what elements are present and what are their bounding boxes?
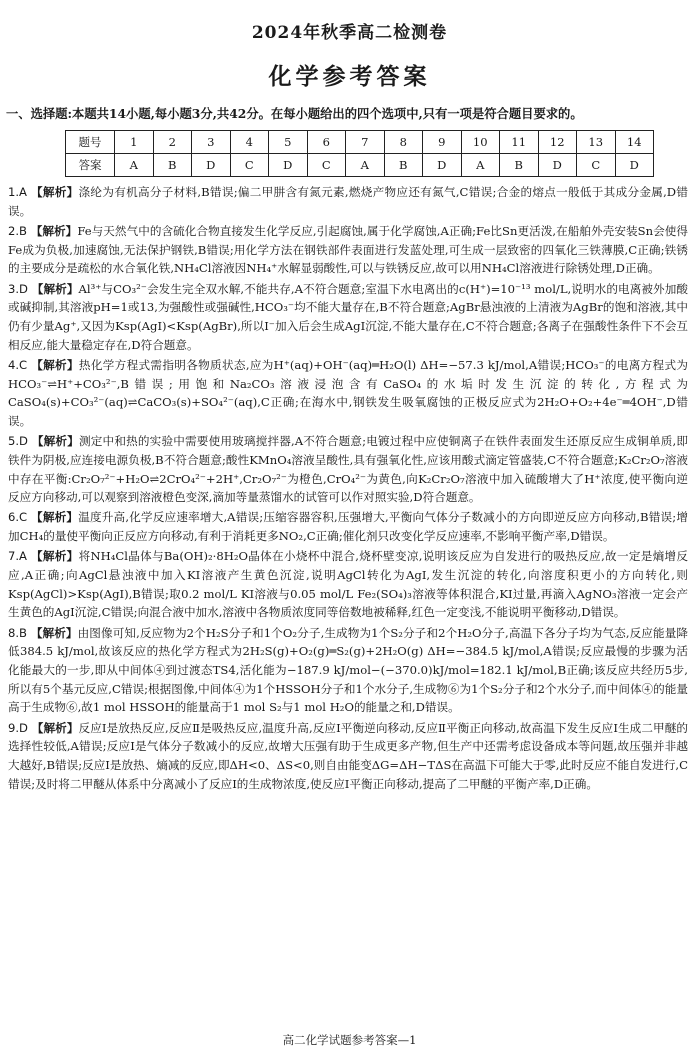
number-cell: 9 bbox=[423, 131, 462, 154]
document-title: 化学参考答案 bbox=[268, 63, 431, 90]
number-cell: 3 bbox=[192, 131, 231, 154]
answer-table-answer-row bbox=[66, 154, 654, 177]
answer-cell: A bbox=[115, 154, 154, 177]
analysis-tag: 【解析】 bbox=[30, 549, 79, 564]
analysis-tag: 【解析】 bbox=[30, 185, 79, 199]
answer-cell: D bbox=[538, 154, 577, 177]
question-number: 9.D bbox=[8, 720, 28, 735]
answer-cell: D bbox=[269, 154, 308, 177]
answer-cell: B bbox=[500, 154, 539, 177]
answer-table-number-row bbox=[66, 131, 654, 154]
number-cell: 5 bbox=[269, 131, 308, 154]
number-cell: 11 bbox=[500, 131, 539, 154]
question-explanation-2 bbox=[8, 222, 688, 278]
question-explanation-4 bbox=[8, 356, 688, 431]
question-number: 4.C bbox=[8, 357, 28, 372]
question-explanation-7 bbox=[8, 547, 688, 622]
analysis-tag: 【解析】 bbox=[31, 510, 79, 525]
explanation-text: 涤纶为有机高分子材料,B错误;偏二甲肼含有氮元素,燃烧产物应还有氮气,C错误;合金的熔点一般低于其成分金属,D错误。 bbox=[8, 185, 688, 218]
number-cell: 4 bbox=[230, 131, 269, 154]
explanation-text: 反应Ⅰ是放热反应,反应Ⅱ是吸热反应,温度升高,反应Ⅰ平衡逆向移动,反应Ⅱ平衡正向移动,故高温下发生反应Ⅰ生成二甲醚的选择性较低,A错误;反应Ⅰ是气体分子数减小的反应,故增大压强有助于生成更多产物,但生产中还需考虑设备成本等问题,故压强并非越大越好,B错误;反应Ⅰ是放热、熵减的反应,即ΔH<0、ΔS<0,则自由能变ΔG=ΔH−TΔS在高温下可能大于零,此时反应不能自发进行,C错误;及时将二甲醚从体系中分离减小了反应Ⅰ的生成物浓度,使反应Ⅰ平衡正向移动,提高了二甲醚的平衡产率,D正确。 bbox=[8, 720, 688, 791]
row-label-answer: 答案 bbox=[66, 154, 115, 177]
explanation-text: 由图像可知,反应物为2个H₂S分子和1个O₂分子,生成物为1个S₂分子和2个H₂O分子,高温下各分子均为气态,反应能量降低384.5 kJ/mol,故该反应的热化学方程式为2H₂S(g)+O₂(g)═S₂(g)+2H₂O(g) ΔH=−384.5 kJ/mol,A错误;反应最慢的步骤为活化能最大的一步,即从中间体④到过渡态TS4,活化能为−187.9 kJ/mol−(−370.0)kJ/mol=182.1 kJ/mol,B正确;该反应共经历5步,所以有5个基元反应,C错误;根据图像,中间体④为1个HSSOH分子和1个水分子,生成物⑥为1个S₂分子和2个水分子,而中间体④的能量高于生成物⑥,故1 mol HSSOH的能量高于1 mol S₂与1 mol H₂O的能量之和,D错误。 bbox=[8, 625, 688, 715]
explanations bbox=[8, 183, 688, 795]
analysis-tag: 【解析】 bbox=[31, 357, 79, 372]
answer-cell: D bbox=[192, 154, 231, 177]
answer-cell: D bbox=[423, 154, 462, 177]
explanation-text: 将NH₄Cl晶体与Ba(OH)₂·8H₂O晶体在小烧杯中混合,烧杯壁变凉,说明该反应为自发进行的吸热反应,故一定是熵增反应,A正确;向AgCl悬浊液中加入KI溶液产生黄色沉淀,说明AgCl转化为AgI,发生沉淀的转化,向溶度积更小的方向转化,则Ksp(AgCl)>Ksp(AgI),B错误;取0.2 mol/L KI溶液与0.05 mol/L Fe₂(SO₄)₃溶液等体积混合,KI过量,再滴入AgNO₃溶液一定会产生黄色的AgI沉淀,C错误;向混合液中加水,溶液中各物质浓度同等倍数地被稀释,红色一定变浅,不能说明平衡移动,D错误。 bbox=[8, 549, 688, 620]
analysis-tag: 【解析】 bbox=[31, 281, 79, 296]
question-number: 7.A bbox=[8, 549, 27, 564]
question-explanation-3 bbox=[8, 280, 688, 355]
question-number: 5.D bbox=[8, 434, 28, 449]
question-explanation-9 bbox=[8, 719, 688, 794]
explanation-text: 温度升高,化学反应速率增大,A错误;压缩容器容积,压强增大,平衡向气体分子数减小的方向即逆反应方向移动,B错误;增加CH₄的量使平衡向正反应方向移动,有利于消耗更多NO₂,C正确;催化剂只改变化学反应速率,不影响平衡产率,D错误。 bbox=[8, 510, 688, 544]
answer-cell: C bbox=[577, 154, 616, 177]
page-footer: 高二化学试题参考答案—1 bbox=[282, 1033, 417, 1047]
question-explanation-8 bbox=[8, 624, 688, 718]
number-cell: 8 bbox=[384, 131, 423, 154]
explanation-text: Al³⁺与CO₃²⁻会发生完全双水解,不能共存,A不符合题意;室温下水电离出的c(H⁺)=10⁻¹³ mol/L,说明水的电离被外加酸或碱抑制,其溶液pH=1或13,为强酸性或强碱性,HCO₃⁻均不能大量存在,B不符合题意;AgBr悬浊液的上清液为AgBr的饱和溶液,其中仍有少量Ag⁺,又因为Ksp(AgI)<Ksp(AgBr),所以I⁻加入后会生成AgI沉淀,不能大量存在,C不符合题意;各离子在强酸性条件下不会互相反应,能大量稳定存在,D符合题意。 bbox=[8, 281, 688, 352]
answer-cell: D bbox=[615, 154, 654, 177]
analysis-tag: 【解析】 bbox=[30, 625, 78, 640]
answer-cell: A bbox=[346, 154, 385, 177]
answer-cell: B bbox=[153, 154, 192, 177]
question-number: 6.C bbox=[8, 510, 28, 525]
question-explanation-6 bbox=[8, 508, 688, 545]
question-number: 2.B bbox=[8, 223, 28, 238]
analysis-tag: 【解析】 bbox=[30, 223, 78, 238]
number-cell: 14 bbox=[615, 131, 654, 154]
question-number: 3.D bbox=[8, 281, 28, 296]
number-cell: 10 bbox=[461, 131, 500, 154]
question-explanation-5 bbox=[8, 432, 688, 507]
number-cell: 6 bbox=[307, 131, 346, 154]
number-cell: 13 bbox=[577, 131, 616, 154]
answer-table bbox=[65, 130, 654, 177]
answer-cell: C bbox=[307, 154, 346, 177]
question-number: 8.B bbox=[8, 625, 28, 640]
explanation-text: 热化学方程式需指明各物质状态,应为H⁺(aq)+OH⁻(aq)═H₂O(l) ΔH=−57.3 kJ/mol,A错误;HCO₃⁻的电离方程式为HCO₃⁻⇌H⁺+CO₃²⁻,B错误;用饱和Na₂CO₃溶液浸泡含有CaSO₄的水垢时发生沉淀的转化,方程式为CaSO₄(s)+CO₃²⁻(aq)⇌CaCO₃(s)+SO₄²⁻(aq),C正确;在海水中,钢铁发生吸氧腐蚀的正极反应式为2H₂O+O₂+4e⁻═4OH⁻,D错误。 bbox=[8, 357, 688, 428]
number-cell: 12 bbox=[538, 131, 577, 154]
explanation-text: 测定中和热的实验中需要使用玻璃搅拌器,A不符合题意;电镀过程中应使铜离子在铁件表面发生还原反应生成铜单质,即铁件为阴极,应连接电源负极,B不符合题意;酸性KMnO₄溶液呈酸性,具有强氧化性,应该用酸式滴定管盛装,C不符合题意;K₂Cr₂O₇溶液中存在平衡:Cr₂O₇²⁻+H₂O⇌2CrO₄²⁻+2H⁺,Cr₂O₇²⁻为橙色,CrO₄²⁻为黄色,向K₂Cr₂O₇溶液中加入硫酸增大了H⁺浓度,使平衡向逆反应方向移动,可以观察到溶液橙色变深,滴加等量蒸馏水的试管可以作对照实验,D符合题意。 bbox=[8, 434, 688, 505]
row-label-number: 题号 bbox=[66, 131, 115, 154]
answer-cell: C bbox=[230, 154, 269, 177]
number-cell: 2 bbox=[153, 131, 192, 154]
answer-cell: B bbox=[384, 154, 423, 177]
number-cell: 7 bbox=[346, 131, 385, 154]
section-heading: 一、选择题:本题共14小题,每小题3分,共42分。在每小题给出的四个选项中,只有一项是符合题目要求的。 bbox=[6, 106, 583, 121]
number-cell: 1 bbox=[115, 131, 154, 154]
analysis-tag: 【解析】 bbox=[31, 720, 79, 735]
answer-cell: A bbox=[461, 154, 500, 177]
question-number: 1.A bbox=[8, 185, 27, 199]
question-explanation-1 bbox=[8, 183, 688, 220]
analysis-tag: 【解析】 bbox=[31, 434, 79, 449]
exam-title: 2024年秋季高二检测卷 bbox=[251, 23, 448, 43]
explanation-text: Fe与天然气中的含硫化合物直接发生化学反应,引起腐蚀,属于化学腐蚀,A正确;Fe比Sn更活泼,在船舶外壳安装Sn会使得Fe成为负极,加速腐蚀,无法保护钢铁,B错误;用化学方法在钢铁部件表面进行发蓝处理,可生成一层致密的四氧化三铁薄膜,C正确;铁锈的主要成分是疏松的水合氧化铁,NH₄Cl溶液因NH₄⁺水解显弱酸性,可以与铁锈反应,故可以用NH₄Cl溶液进行除锈处理,D正确。 bbox=[8, 223, 688, 276]
